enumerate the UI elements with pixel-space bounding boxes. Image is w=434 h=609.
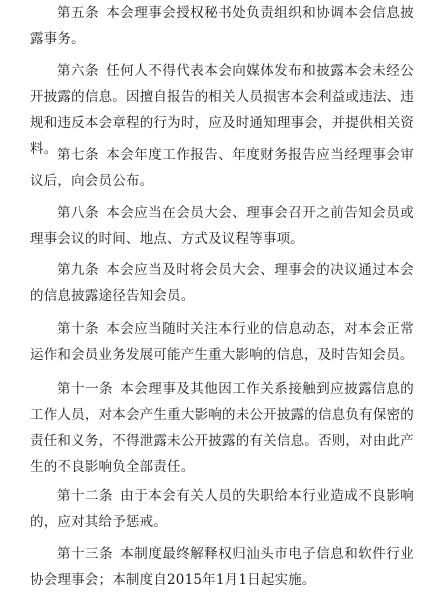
article-text: 本会应当及时将会员大会、理事会的决议通过本会的信息披露途径告知会员。	[30, 262, 414, 304]
article-text: 由于本会有关人员的失职给本行业造成不良影响的，应对其给予惩戒。	[30, 488, 414, 530]
article-text: 任何人不得代表本会向媒体发布和披露本会未经公开披露的信息。因擅自报告的相关人员损害本会利益或违法、违规和违反本会章程的行为时，应及时通知理事会，并提供相关资料。	[30, 63, 414, 157]
article-text: 本制度最终解释权归汕头市电子信息和软件行业协会理事会；本制度自2015年1月1日起实施。	[30, 546, 414, 588]
article-10	[30, 316, 414, 368]
article-label: 第七条	[57, 147, 100, 163]
article-text: 本会理事会授权秘书处负责组织和协调本会信息披露事务。	[30, 5, 414, 47]
article-12	[30, 483, 414, 535]
article-text: 本会应当随时关注本行业的信息动态，对本会正常运作和会员业务发展可能产生重大影响的信息，及时告知会员。	[30, 321, 414, 363]
article-label: 第六条	[57, 63, 100, 79]
article-5	[30, 0, 414, 52]
article-text: 本会应当在会员大会、理事会召开之前告知会员或理事会议的时间、地点、方式及议程等事项。	[30, 205, 414, 247]
article-text: 本会年度工作报告、年度财务报告应当经理事会审议后，向会员公布。	[30, 147, 414, 189]
article-label: 第十一条	[57, 381, 114, 397]
article-8	[30, 200, 414, 252]
article-13	[30, 541, 414, 593]
article-label: 第九条	[57, 262, 100, 278]
article-text: 本会理事及其他因工作关系接触到应披露信息的工作人员，对本会产生重大影响的未公开披露的信息负有保密的责任和义务，不得泄露未公开披露的有关信息。否则，对由此产生的不良影响负全部责任。	[30, 381, 414, 475]
article-label: 第五条	[57, 5, 100, 21]
article-label: 第十条	[57, 321, 100, 337]
article-11	[30, 376, 414, 480]
article-7	[30, 142, 414, 194]
article-9	[30, 257, 414, 309]
article-label: 第十二条	[57, 488, 114, 504]
article-label: 第十三条	[57, 546, 114, 562]
article-label: 第八条	[57, 205, 100, 221]
